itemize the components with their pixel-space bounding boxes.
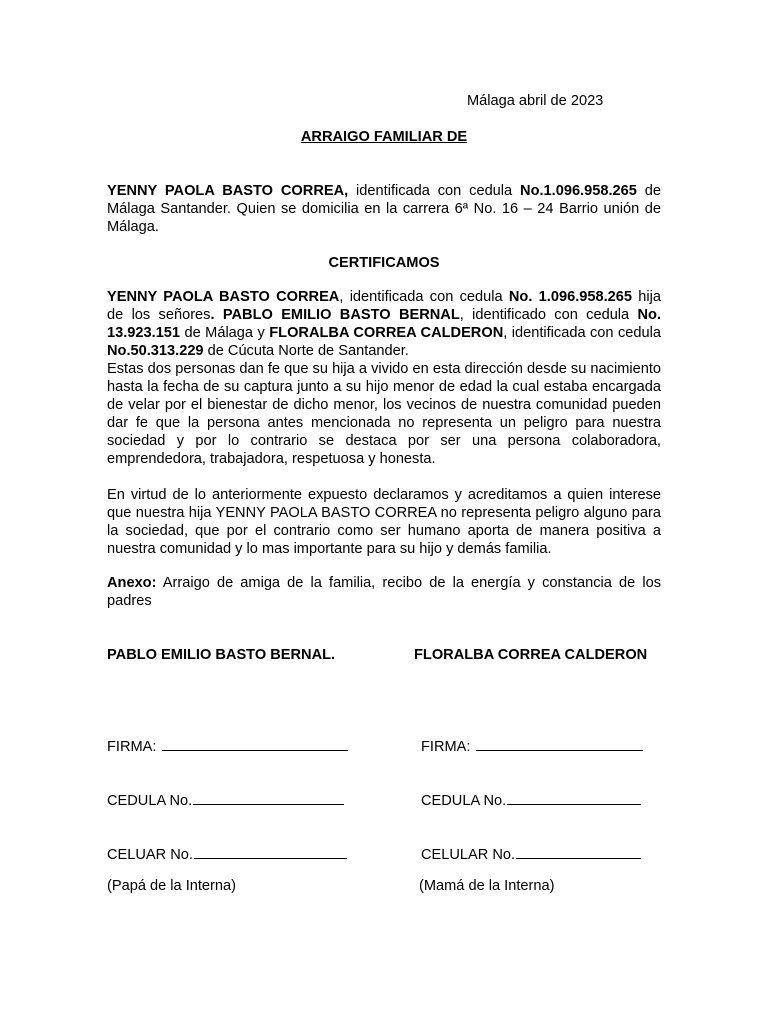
certify-text-5: , identificada con cedula [503, 325, 661, 341]
father-cedula-label: CEDULA No. [107, 793, 193, 809]
intro-name: YENNY PAOLA BASTO CORREA, [107, 183, 349, 199]
mother-firma-line[interactable] [476, 735, 643, 751]
mother-cedula-line[interactable] [507, 789, 641, 805]
certify-name: YENNY PAOLA BASTO CORREA [107, 289, 340, 305]
mother-name: FLORALBA CORREA CALDERON [269, 325, 504, 341]
father-role: (Papá de la Interna) [107, 878, 236, 894]
intro-text-1: identificada con cedula [348, 183, 521, 199]
certify-text-1: , identificada con cedula [339, 289, 509, 305]
father-firma-field [107, 735, 348, 756]
father-cedula-line[interactable] [193, 789, 344, 805]
certify-id: No. 1.096.958.265 [508, 289, 633, 305]
father-celular-line[interactable] [194, 843, 347, 859]
mother-celular-label: CELULAR No. [421, 847, 516, 863]
certify-text-4: de Málaga y [180, 325, 270, 341]
mother-cedula-label: CEDULA No. [421, 793, 507, 809]
father-firma-label: FIRMA: [107, 739, 157, 755]
mother-role: (Mamá de la Interna) [419, 878, 555, 894]
mother-id: No.50.313.229 [107, 343, 204, 359]
intro-text-2: de Málaga Santander. Quien se domicilia en la carrera 6ª No. 16 – 24 Barrio unión de Málaga. [107, 183, 661, 235]
father-signature-name: PABLO EMILIO BASTO BERNAL. [107, 647, 336, 663]
document-title: ARRAIGO FAMILIAR DE [300, 129, 468, 145]
intro-id: No.1.096.958.265 [520, 183, 637, 199]
section-title: CERTIFICAMOS [328, 255, 440, 271]
certify-text-3: , identificado con cedula [459, 307, 638, 323]
certify-paragraph [107, 288, 661, 468]
certify-text-2: hija de los señores [107, 289, 662, 323]
father-celular-field [107, 843, 347, 864]
date-line: Málaga abril de 2023 [467, 93, 604, 109]
mother-celular-field [421, 843, 641, 864]
mother-signature-name: FLORALBA CORREA CALDERON [414, 647, 648, 663]
annex-label: Anexo: [107, 575, 157, 591]
declaration-paragraph: En virtud de lo anteriormente expuesto declaramos y acreditamos a quien interese que nuestra hija YENNY PAOLA BASTO CORREA no representa peligro alguno para la sociedad, que por el contrario como ser humano aporta de manera positiva a nuestra comunidad y lo mas importante para su hijo y demás familia. [107, 487, 661, 557]
annex-paragraph [107, 574, 661, 610]
father-cedula-field [107, 789, 344, 810]
mother-celular-line[interactable] [516, 843, 641, 859]
certify-text-6: de Cúcuta Norte de Santander. [203, 343, 409, 359]
annex-text: Arraigo de amiga de la familia, recibo de la energía y constancia de los padres [107, 575, 661, 609]
mother-firma-label: FIRMA: [421, 739, 471, 755]
father-celular-label: CELUAR No. [107, 847, 193, 863]
certify-text-7: Estas dos personas dan fe que su hija a vivido en esta dirección desde su nacimiento hasta la fecha de su captura junto a su hijo menor de edad la cual estaba encargada de velar por el bienestar de dicho menor, los vecinos de nuestra comunidad pueden dar fe que la persona antes mencionada no representa un peligro para nuestra sociedad y por lo contrario se destaca por ser una persona colaboradora, emprendedora, trabajadora, respetuosa y honesta. [107, 361, 661, 467]
intro-paragraph [107, 182, 661, 236]
father-id: No. 13.923.151 [107, 307, 662, 341]
father-firma-line[interactable] [162, 735, 348, 751]
mother-cedula-field [421, 789, 641, 810]
father-name: . PABLO EMILIO BASTO BERNAL [210, 307, 460, 323]
mother-firma-field [421, 735, 643, 756]
